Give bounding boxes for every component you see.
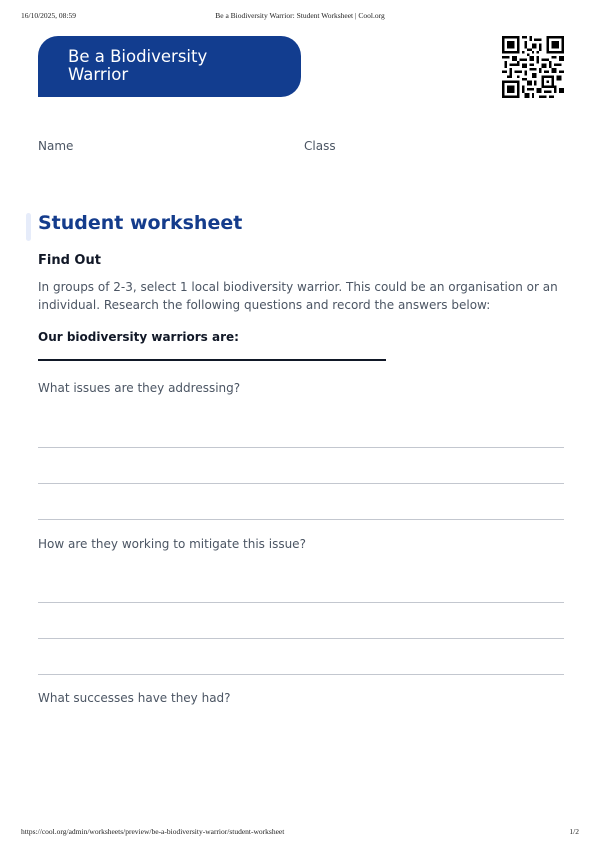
print-document-title: Be a Biodiversity Warrior: Student Worksheet | Cool.org: [215, 11, 385, 20]
page-number: 1/2: [569, 827, 579, 836]
title-banner: [38, 36, 301, 97]
name-field-label: Name: [38, 139, 74, 153]
class-field-label: Class: [304, 139, 336, 153]
answer-line: [38, 638, 564, 639]
answer-line: [38, 674, 564, 675]
page-title: Student worksheet: [38, 212, 243, 234]
section-title-find-out: Find Out: [38, 253, 101, 268]
warriors-label: Our biodiversity warriors are:: [38, 330, 239, 344]
question-mitigation: How are they working to mitigate this issue?: [38, 537, 306, 551]
answer-line: [38, 519, 564, 520]
banner-title-line2: Warrior: [68, 65, 129, 84]
print-url: https://cool.org/admin/worksheets/preview/be-a-biodiversity-warrior/student-worksheet: [21, 827, 285, 836]
answer-line: [38, 447, 564, 448]
answer-line: [38, 602, 564, 603]
instructions-paragraph: In groups of 2-3, select 1 local biodiversity warrior. This could be an organisation or an individual. Research the following questions and record the answers below:: [38, 280, 558, 312]
print-datetime: 16/10/2025, 08:59: [21, 11, 77, 20]
heading-accent-bar: [26, 213, 31, 241]
banner-title-line1: Be a Biodiversity: [68, 47, 208, 66]
question-successes: What successes have they had?: [38, 691, 231, 705]
warriors-answer-line: [38, 359, 386, 361]
answer-line: [38, 483, 564, 484]
question-issues: What issues are they addressing?: [38, 381, 241, 395]
print-header: [0, 11, 600, 23]
qr-code-icon: [502, 36, 564, 98]
